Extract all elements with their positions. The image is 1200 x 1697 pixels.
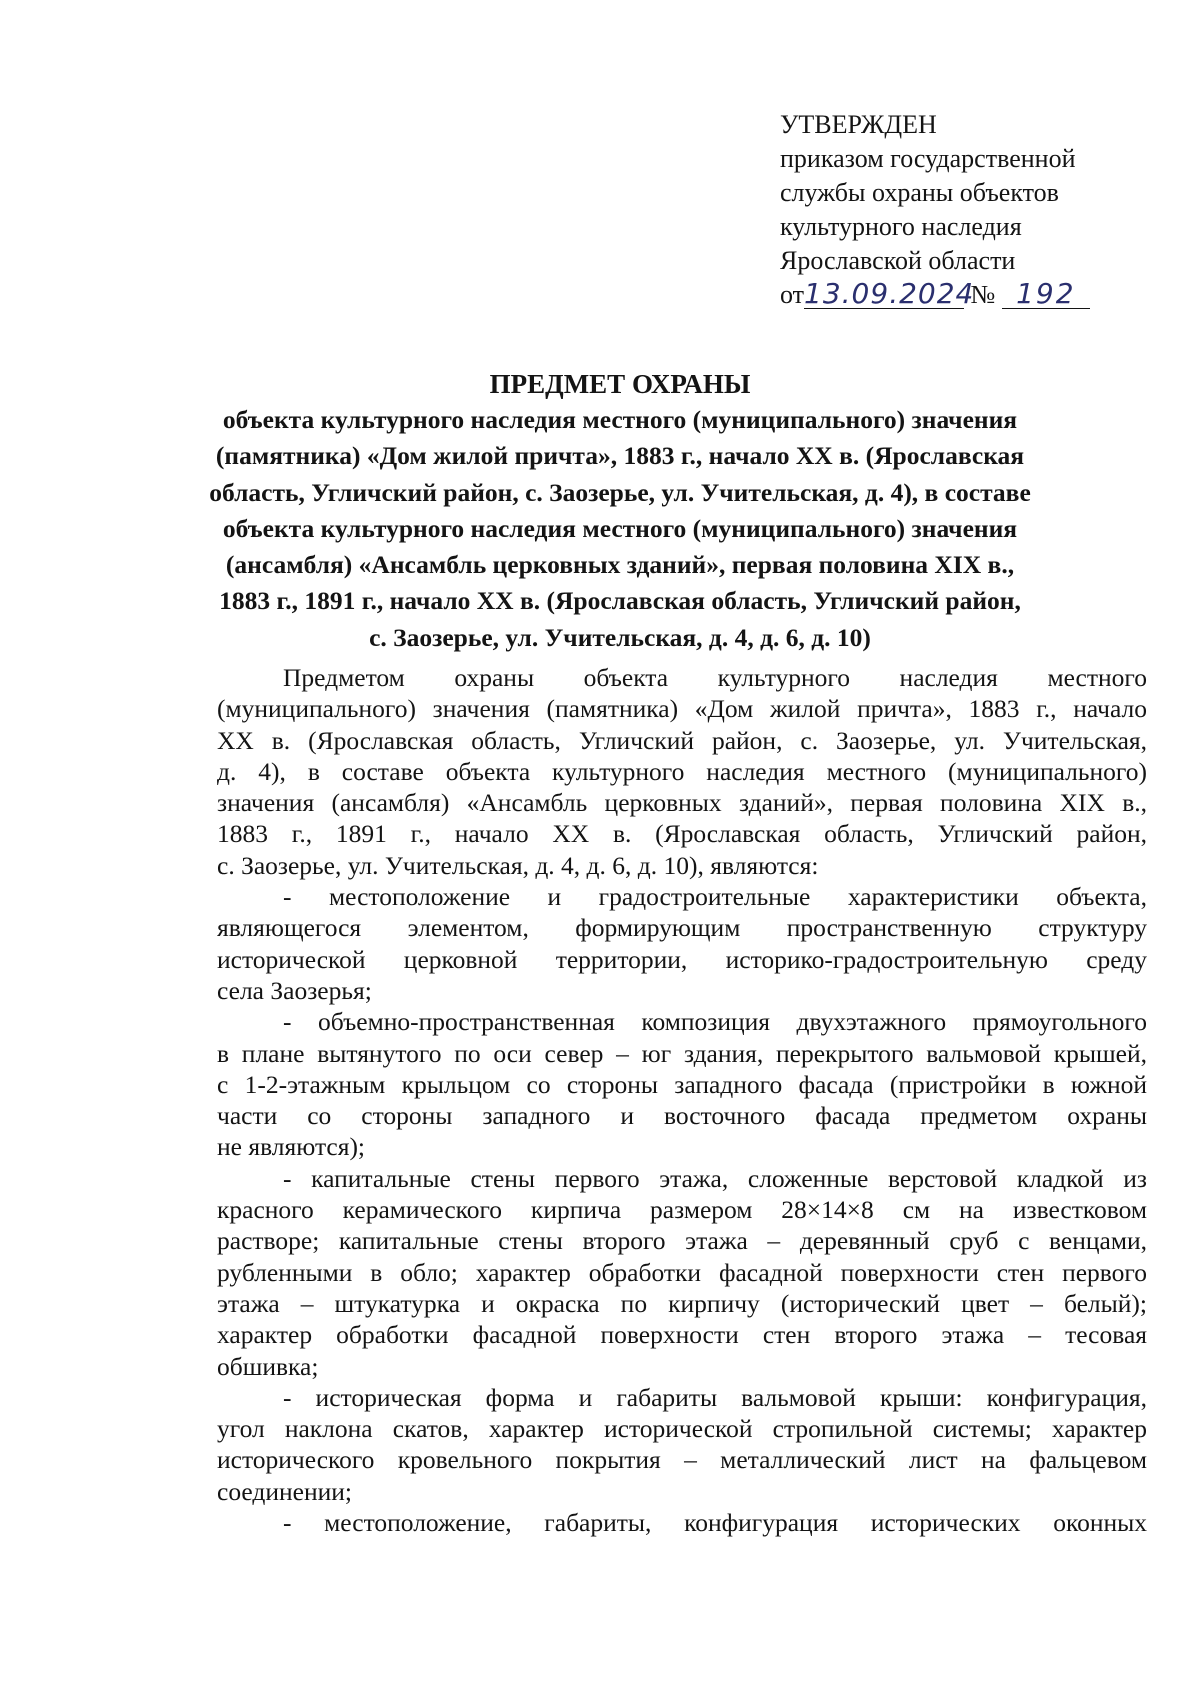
approval-stamp-block: [780, 108, 1120, 312]
approval-line: приказом государственной: [780, 144, 1076, 173]
body-line: не являются);: [217, 1132, 366, 1162]
document-body: [217, 662, 1147, 1538]
body-line: села Заозерья;: [217, 975, 372, 1005]
document-title: ПРЕДМЕТ ОХРАНЫ: [489, 369, 751, 399]
body-line: - историческая форма и габариты вальмовой крыши: конфигурация,: [283, 1382, 1147, 1412]
body-line: - капитальные стены первого этажа, сложенные верстовой кладкой из: [283, 1163, 1147, 1193]
subtitle-line: объекта культурного наследия местного (муниципального) значения: [222, 513, 1018, 543]
body-line: этажа – штукатурка и окраска по кирпичу (исторический цвет – белый);: [217, 1288, 1147, 1318]
subtitle-line: область, Угличский район, с. Заозерье, ул. Учительская, д. 4), в составе: [209, 477, 1031, 507]
body-line: - объемно-пространственная композиция двухэтажного прямоугольного: [283, 1007, 1147, 1037]
body-line: растворе; капитальные стены второго этажа – деревянный сруб с венцами,: [217, 1226, 1147, 1256]
body-line: характер обработки фасадной поверхности стен второго этажа – тесовая: [217, 1320, 1147, 1350]
subtitle-line: (памятника) «Дом жилой причта», 1883 г., начало XX в. (Ярославская: [215, 441, 1025, 471]
body-line: части со стороны западного и восточного фасада предметом охраны: [217, 1101, 1147, 1131]
approval-date-number-line: [780, 278, 1120, 312]
body-line: являющегося элементом, формирующим пространственную структуру: [217, 913, 1147, 943]
approval-line: Ярославской области: [780, 246, 1016, 275]
body-line: с 1-2-этажным крыльцом со стороны западного фасада (пристройки в южной: [217, 1069, 1147, 1099]
body-line: с. Заозерье, ул. Учительская, д. 4, д. 6, д. 10), являются:: [217, 850, 819, 880]
handwritten-number: 192: [1002, 280, 1090, 309]
body-line: Предметом охраны объекта культурного наследия местного: [283, 663, 1147, 692]
document-heading: [205, 366, 1035, 656]
date-prefix: от: [780, 280, 805, 309]
approval-title: УТВЕРЖДЕН: [780, 110, 937, 139]
body-line: - местоположение, габариты, конфигурация исторических оконных: [283, 1508, 1147, 1538]
body-line: обшивка;: [217, 1351, 319, 1381]
number-sign: №: [970, 280, 996, 309]
body-line: 1883 г., 1891 г., начало XX в. (Ярославская область, Угличский район,: [217, 819, 1147, 849]
body-line: XX в. (Ярославская область, Угличский район, с. Заозерье, ул. Учительская,: [217, 725, 1147, 755]
body-line: рубленными в обло; характер обработки фасадной поверхности стен первого: [217, 1257, 1147, 1287]
approval-line: службы охраны объектов: [780, 178, 1059, 207]
document-subtitle: [205, 402, 1035, 656]
subtitle-line: 1883 г., 1891 г., начало XX в. (Ярославская область, Угличский район,: [219, 586, 1021, 616]
body-line: в плане вытянутого по оси север – юг здания, перекрытого вальмовой крышей,: [217, 1038, 1147, 1068]
approval-line: культурного наследия: [780, 212, 1022, 241]
subtitle-line: с. Заозерье, ул. Учительская, д. 4, д. 6, д. 10): [369, 622, 871, 652]
body-line: красного керамического кирпича размером 28×14×8 см на известковом: [217, 1195, 1147, 1225]
body-line: значения (ансамбля) «Ансамбль церковных зданий», первая половина XIX в.,: [217, 788, 1147, 818]
body-line: соединении;: [217, 1476, 352, 1506]
body-line: - местоположение и градостроительные характеристики объекта,: [283, 882, 1147, 912]
body-line: угол наклона скатов, характер исторической стропильной системы; характер: [217, 1414, 1147, 1444]
body-line: (муниципального) значения (памятника) «Дом жилой причта», 1883 г., начало: [217, 694, 1147, 724]
body-line: д. 4), в составе объекта культурного наследия местного (муниципального): [217, 756, 1147, 786]
body-line: исторической церковной территории, историко-градостроительную среду: [217, 944, 1147, 974]
subtitle-line: объекта культурного наследия местного (муниципального) значения: [222, 405, 1018, 434]
subtitle-line: (ансамбля) «Ансамбль церковных зданий», первая половина XIX в.,: [225, 550, 1015, 580]
body-line: исторического кровельного покрытия – металлический лист на фальцевом: [217, 1445, 1147, 1475]
handwritten-date: 13.09.2024: [804, 277, 975, 310]
